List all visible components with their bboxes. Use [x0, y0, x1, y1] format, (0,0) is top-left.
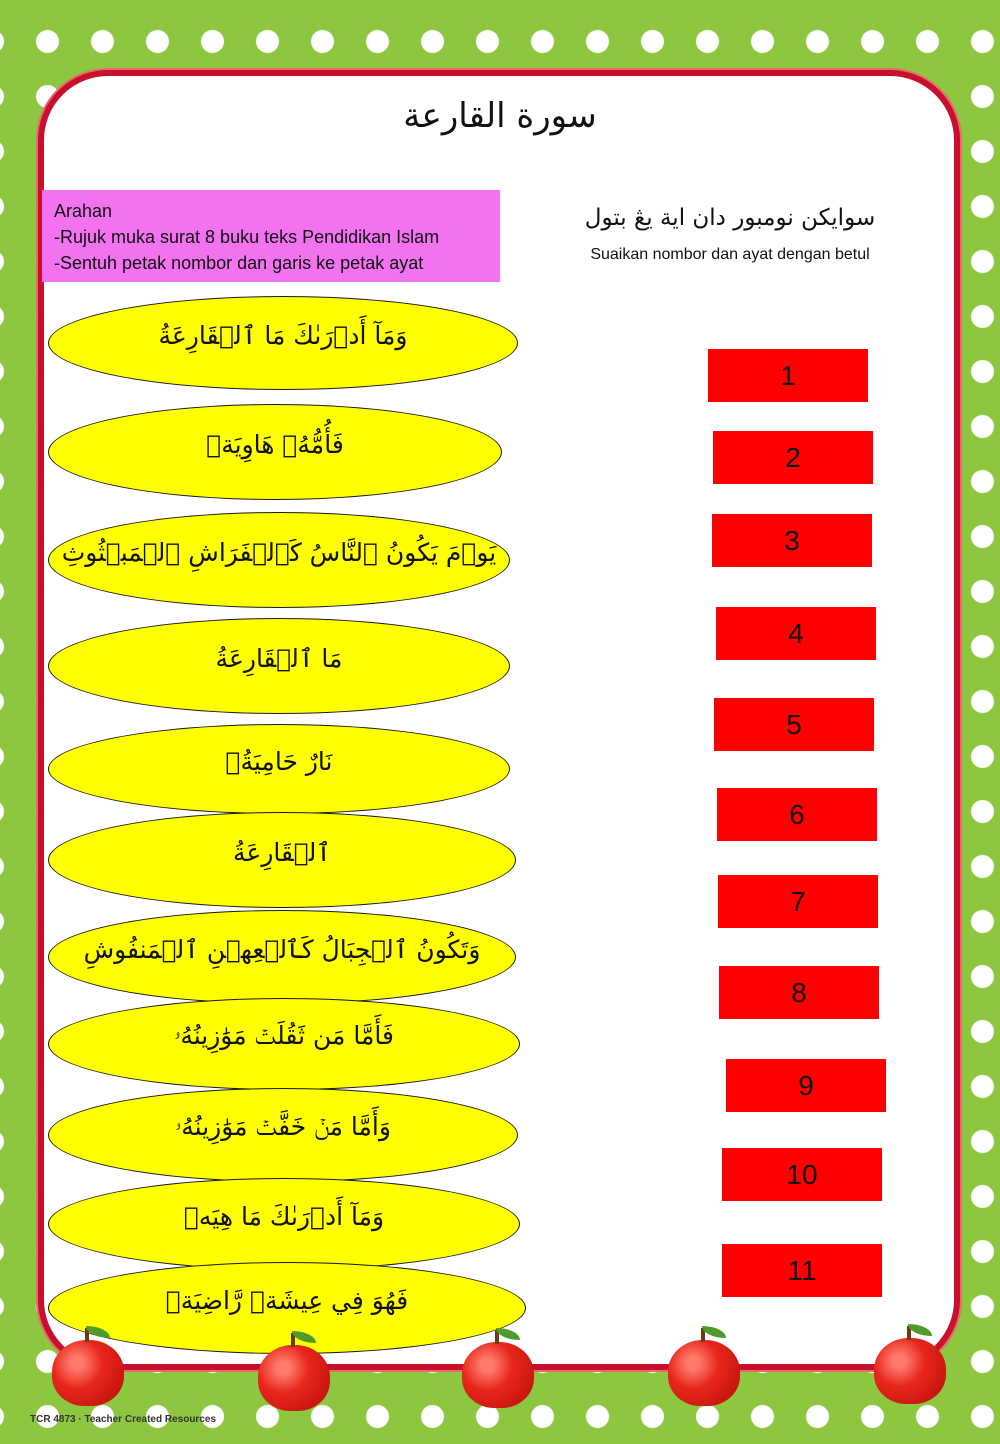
ayat-text: فَأُمُّهُۥ هَاوِيَةٞ: [206, 429, 344, 459]
ayat-pill-6[interactable]: [48, 812, 516, 908]
number-box-7[interactable]: 7: [718, 875, 878, 928]
ayat-pill-4[interactable]: [48, 618, 510, 714]
apple-icon: [258, 1345, 330, 1411]
ayat-pill-1[interactable]: [48, 296, 518, 390]
ayat-pill-9[interactable]: [48, 1088, 518, 1182]
apple-icon: [874, 1338, 946, 1404]
instructions-box: [42, 190, 500, 282]
ayat-pill-5[interactable]: [48, 724, 510, 814]
number-box-9[interactable]: 9: [726, 1059, 886, 1112]
ayat-pill-3[interactable]: [48, 512, 510, 608]
ayat-text: وَتَكُونُ ٱلۡجِبَالُ كَٱلۡعِهۡنِ ٱلۡمَنفُوشِ: [83, 934, 481, 964]
apple-icon: [462, 1342, 534, 1408]
ayat-pill-10[interactable]: [48, 1178, 520, 1270]
ayat-text: مَا ٱلۡقَارِعَةُ: [215, 643, 343, 673]
ayat-pill-11[interactable]: [48, 1262, 526, 1354]
instructions-heading: Arahan: [54, 201, 113, 221]
apple-icon: [668, 1340, 740, 1406]
number-box-4[interactable]: 4: [716, 607, 876, 660]
page-title: سورة القارعة: [403, 96, 597, 136]
ayat-text: وَأَمَّا مَنۡ خَفَّتۡ مَوَٰزِينُهُۥ: [175, 1112, 391, 1141]
apple-icon: [52, 1340, 124, 1406]
number-box-10[interactable]: 10: [722, 1148, 882, 1201]
ayat-text: نَارٌ حَامِيَةُۢ: [225, 746, 333, 776]
number-box-11[interactable]: 11: [722, 1244, 882, 1297]
number-box-8[interactable]: 8: [719, 966, 879, 1019]
ayat-text: يَوۡمَ يَكُونُ ٱلنَّاسُ كَٱلۡفَرَاشِ ٱلۡمَبۡثُوثِ: [61, 537, 497, 567]
ayat-pill-2[interactable]: [48, 404, 502, 500]
number-box-1[interactable]: 1: [708, 349, 868, 402]
number-box-6[interactable]: 6: [717, 788, 877, 841]
ayat-text: فَهُوَ فِي عِيشَةٖ رَّاضِيَةٖ: [165, 1285, 409, 1315]
ayat-pill-8[interactable]: [48, 998, 520, 1090]
number-box-3[interactable]: 3: [712, 514, 872, 567]
footer-credit: TCR 4873 · Teacher Created Resources: [30, 1414, 217, 1425]
ayat-text: وَمَآ أَدۡرَىٰكَ مَا هِيَهۡ: [183, 1201, 385, 1231]
ayat-text: وَمَآ أَدۡرَىٰكَ مَا ٱلۡقَارِعَةُ: [158, 320, 408, 350]
ayat-text: فَأَمَّا مَن ثَقُلَتۡ مَوَٰزِينُهُۥ: [174, 1021, 394, 1050]
ayat-text: ٱلۡقَارِعَةُ: [233, 837, 331, 867]
number-box-5[interactable]: 5: [714, 698, 874, 751]
instructions-line-1: -Rujuk muka surat 8 buku teks Pendidikan Islam: [54, 227, 440, 247]
hint-jawi: سوايکن نومبور دان اية يڠ بتول: [584, 205, 876, 231]
hint-rumi: Suaikan nombor dan ayat dengan betul: [590, 246, 870, 263]
instructions-line-2: -Sentuh petak nombor dan garis ke petak ayat: [54, 253, 424, 273]
ayat-pill-7[interactable]: [48, 910, 516, 1004]
number-box-2[interactable]: 2: [713, 431, 873, 484]
